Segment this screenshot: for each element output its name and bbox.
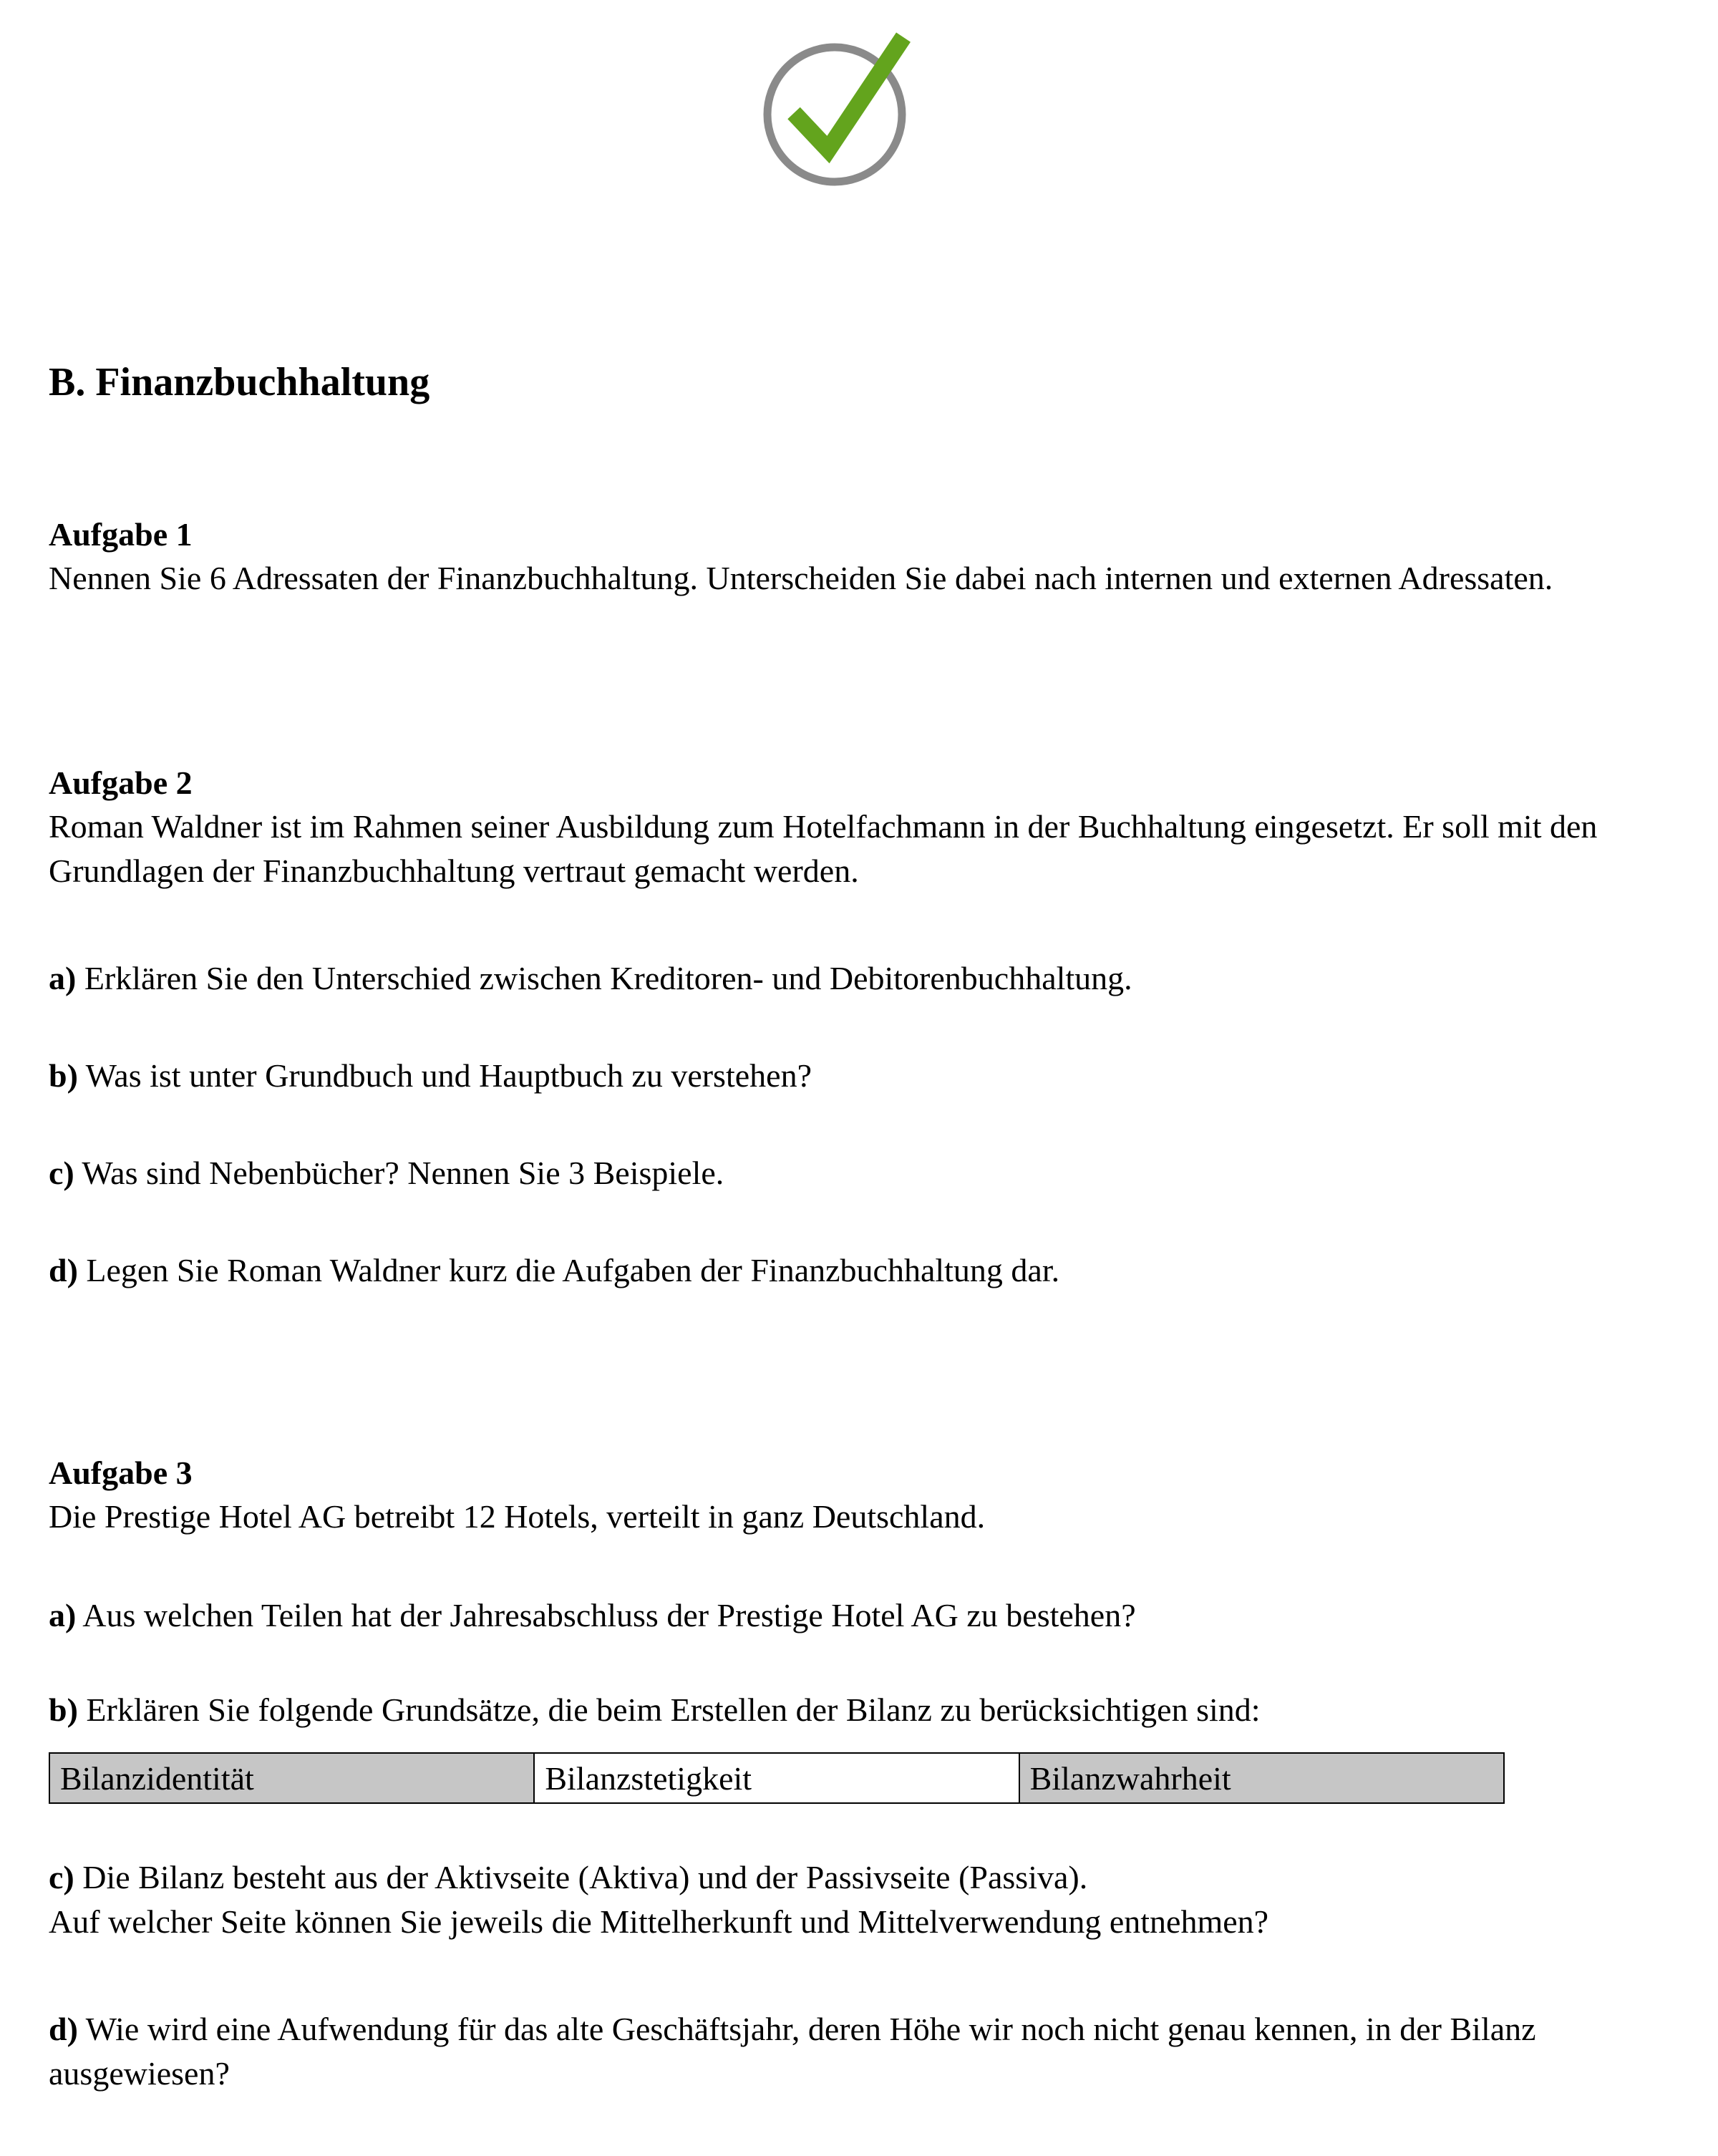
aufgabe-3-item-a bbox=[49, 1593, 1639, 1638]
bilanz-grundsaetze-table bbox=[49, 1752, 1505, 1804]
section-aufgabe-3 bbox=[49, 1452, 1639, 2096]
aufgabe-3-intro: Die Prestige Hotel AG betreibt 12 Hotels, verteilt in ganz Deutschland. bbox=[49, 1498, 986, 1535]
aufgabe-2-item-d bbox=[49, 1248, 1639, 1293]
logo-container bbox=[49, 27, 1639, 194]
item-a-text: Aus welchen Teilen hat der Jahresabschluss der Prestige Hotel AG zu bestehen? bbox=[82, 1597, 1136, 1633]
aufgabe-2-heading: Aufgabe 2 bbox=[49, 764, 193, 801]
item-c-line2: Auf welcher Seite können Sie jeweils die Mittelherkunft und Mittelverwendung entnehmen? bbox=[49, 1903, 1269, 1940]
aufgabe-3-item-c bbox=[49, 1855, 1639, 1944]
aufgabe-3-item-b bbox=[49, 1688, 1639, 1732]
green-check-logo bbox=[754, 27, 933, 190]
item-a-label: a) bbox=[49, 960, 77, 996]
table-cell-bilanzstetigkeit: Bilanzstetigkeit bbox=[534, 1753, 1019, 1803]
item-a-label: a) bbox=[49, 1597, 77, 1633]
aufgabe-2-item-c bbox=[49, 1151, 1639, 1195]
table-cell-bilanzwahrheit: Bilanzwahrheit bbox=[1019, 1753, 1504, 1803]
item-b-label: b) bbox=[49, 1691, 78, 1728]
item-d-text: Legen Sie Roman Waldner kurz die Aufgaben der Finanzbuchhaltung dar. bbox=[86, 1252, 1060, 1288]
aufgabe-3-heading: Aufgabe 3 bbox=[49, 1455, 193, 1491]
aufgabe-1-heading: Aufgabe 1 bbox=[49, 516, 193, 553]
table-row bbox=[49, 1753, 1504, 1803]
item-c-label: c) bbox=[49, 1859, 74, 1895]
item-d-label: d) bbox=[49, 1252, 78, 1288]
item-b-label: b) bbox=[49, 1057, 78, 1094]
item-b-text: Was ist unter Grundbuch und Hauptbuch zu verstehen? bbox=[85, 1057, 812, 1094]
aufgabe-2-item-b bbox=[49, 1054, 1639, 1098]
aufgabe-1-text: Nennen Sie 6 Adressaten der Finanzbuchhaltung. Unterscheiden Sie dabei nach internen und externen Adressaten. bbox=[49, 560, 1553, 596]
item-c-line1: Die Bilanz besteht aus der Aktivseite (Aktiva) und der Passivseite (Passiva). bbox=[82, 1859, 1088, 1895]
aufgabe-2-item-a bbox=[49, 956, 1639, 1001]
section-aufgabe-2 bbox=[49, 762, 1639, 1293]
aufgabe-3-item-d bbox=[49, 2007, 1639, 2096]
aufgabe-2-intro: Roman Waldner ist im Rahmen seiner Ausbildung zum Hotelfachmann in der Buchhaltung eingesetzt. Er soll mit den Grundlagen der Finanzbuchhaltung vertraut gemacht werden. bbox=[49, 808, 1598, 889]
item-b-text: Erklären Sie folgende Grundsätze, die beim Erstellen der Bilanz zu berücksichtigen sind: bbox=[86, 1691, 1261, 1728]
table-cell-bilanzidentitaet: Bilanzidentität bbox=[49, 1753, 534, 1803]
section-aufgabe-1 bbox=[49, 513, 1639, 601]
item-c-label: c) bbox=[49, 1155, 74, 1191]
page-title: B. Finanzbuchhaltung bbox=[49, 360, 430, 404]
item-d-text: Wie wird eine Aufwendung für das alte Geschäftsjahr, deren Höhe wir noch nicht genau kennen, in der Bilanz ausgewiesen? bbox=[49, 2011, 1536, 2092]
item-a-text: Erklären Sie den Unterschied zwischen Kreditoren- und Debitorenbuchhaltung. bbox=[84, 960, 1132, 996]
item-d-label: d) bbox=[49, 2011, 78, 2047]
item-c-text: Was sind Nebenbücher? Nennen Sie 3 Beispiele. bbox=[82, 1155, 724, 1191]
